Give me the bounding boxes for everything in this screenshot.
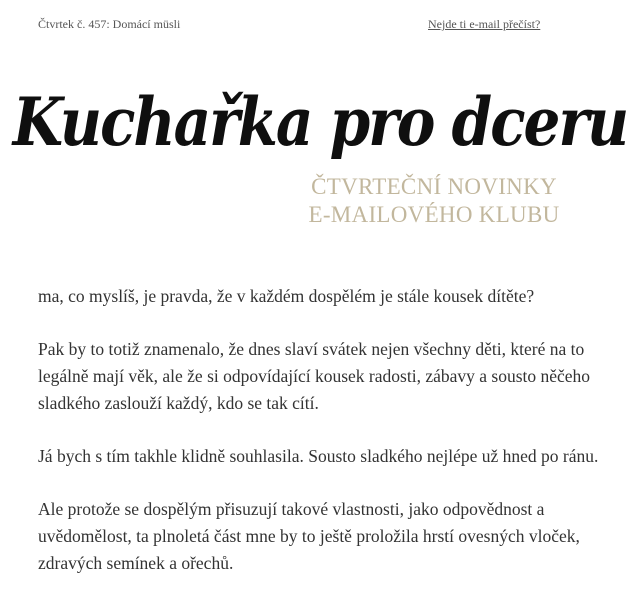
view-in-browser-link[interactable]: Nejde ti e-mail přečíst? <box>428 17 541 31</box>
issue-title: Čtvrtek č. 457: Domácí müsli <box>38 17 181 31</box>
tagline-line-1: ČTVRTEČNÍ NOVINKY <box>311 174 557 199</box>
body-paragraph: Ale protože se dospělým přisuzují takové vlastnosti, jako odpovědnost a uvědomělost, ta plnoletá část mne by to ještě proložila hrstí ovesných vloček, zdravých semínek a ořechů. <box>38 499 580 573</box>
body-paragraph: Pak by to totiž znamenalo, že dnes slaví svátek nejen všechny děti, které na to legálně mají věk, ale že si odpovídající kousek radosti, zábavy a sousto něčeho sladkého zaslouží každý, kdo se tak cítí. <box>38 339 591 413</box>
tagline-line-2: E-MAILOVÉHO KLUBU <box>308 202 560 227</box>
logo[interactable]: Kuchařka pro dceru <box>12 82 628 162</box>
newsletter-tagline <box>284 173 584 229</box>
email-body <box>38 283 608 603</box>
body-paragraph: ma, co myslíš, je pravda, že v každém dospělém je stále kousek dítěte? <box>38 286 535 306</box>
email-preheader <box>0 0 640 50</box>
body-paragraph: Já bych s tím takhle klidně souhlasila. Sousto sladkého nejlépe už hned po ránu. <box>38 446 599 466</box>
newsletter-header <box>0 72 640 242</box>
